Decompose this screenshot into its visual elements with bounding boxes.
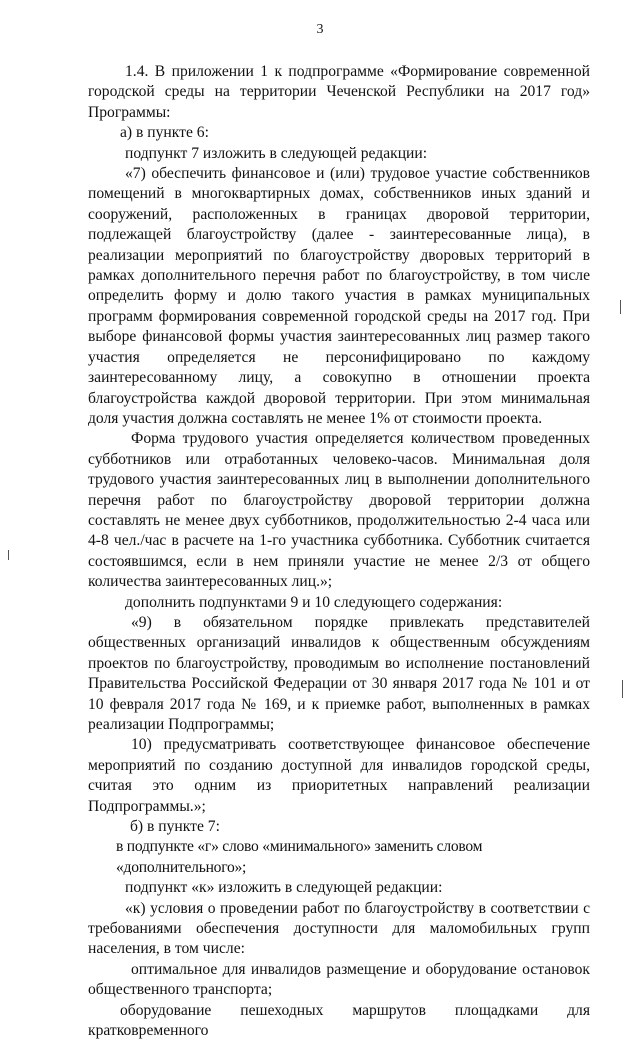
paragraph-1-4: 1.4. В приложении 1 к подпрограмме «Формирование современной городской среды на территории Чеченской Республики на 2017 год» Программы: bbox=[88, 63, 590, 121]
paragraph-subitem-7-intro: подпункт 7 изложить в следующей редакции: bbox=[125, 144, 428, 162]
paragraph-subitem-k-text: «к) условия о проведении работ по благоустройству в соответствии с требованиями обеспечения доступности для маломобильных групп населения, в том числе: bbox=[88, 899, 590, 958]
document-body bbox=[88, 62, 590, 1042]
paragraph-add-subitems-intro: дополнить подпунктами 9 и 10 следующего содержания: bbox=[125, 593, 503, 611]
paragraph-bus-stops: оптимальное для инвалидов размещение и оборудование остановок общественного транспорта; bbox=[88, 960, 590, 999]
scan-edge-mark bbox=[620, 300, 621, 314]
paragraph-subitem-9: «9) в обязательном порядке привлекать представителей общественных организаций инвалидов к общественным обсуждениям проектов по благоустройству, проводимым во исполнение постановлений Правительства Российской Федерации от 30 января 2017 года № 101 и от 10 февраля 2017 года № 169, и к приемке работ, выполненных в рамках реализации Подпрограммы; bbox=[88, 613, 590, 733]
paragraph-subitem-7-text: «7) обеспечить финансовое и (или) трудовое участие собственников помещений в многоквартирных домах, собственников иных зданий и сооружений, расположенных в границах дворовой территории, подлежащей благоустройству (далее - заинтересованные лица), в реализации мероприятий по благоустройству дворовых территорий в рамках дополнительного перечня работ по благоустройству, в том числе определить форму и долю такого участия в рамках муниципальных программ формирования современной городской среды на 2017 год. При выборе финансовой формы участия заинтересованных лиц размер такого участия определяется не персонифицировано по каждому заинтересованному лицу, а совокупно в отношении проекта благоустройства каждой дворовой территории. При этом минимальная доля участия должна составлять не менее 1% от стоимости проекта. bbox=[88, 165, 590, 427]
paragraph-labor-participation: Форма трудового участия определяется количеством проведенных субботников или отработанных человеко-часов. Минимальная доля трудового участия заинтересованных лиц в выполнении дополнительного перечня работ по благоустройству дворовой территории должна составлять не менее двух субботников, продолжительностью 2-4 часа или 4-8 чел./час в расчете на 1-го участника субботника. Субботник считается состоявшимся, если в нем приняли участие не менее 2/3 от общего количества заинтересованных лиц.»; bbox=[88, 430, 590, 591]
paragraph-subitem-g: в подпункте «г» слово «минимального» заменить словом «дополнительного»; bbox=[116, 838, 483, 876]
paragraph-subitem-k-intro: подпункт «к» изложить в следующей редакции: bbox=[125, 879, 443, 897]
scan-edge-mark bbox=[622, 680, 623, 698]
scan-edge-mark bbox=[8, 550, 9, 560]
paragraph-item-b: б) в пункте 7: bbox=[130, 818, 220, 836]
paragraph-pedestrian-routes: оборудование пешеходных маршрутов площадками для кратковременного bbox=[88, 1001, 590, 1040]
paragraph-subitem-10: 10) предусматривать соответствующее финансовое обеспечение мероприятий по созданию доступной для инвалидов городской среды, считая это одним из приоритетных направлений реализации Подпрограммы.»; bbox=[88, 736, 590, 815]
page-number: 3 bbox=[316, 22, 324, 37]
paragraph-item-a: а) в пункте 6: bbox=[120, 124, 209, 142]
